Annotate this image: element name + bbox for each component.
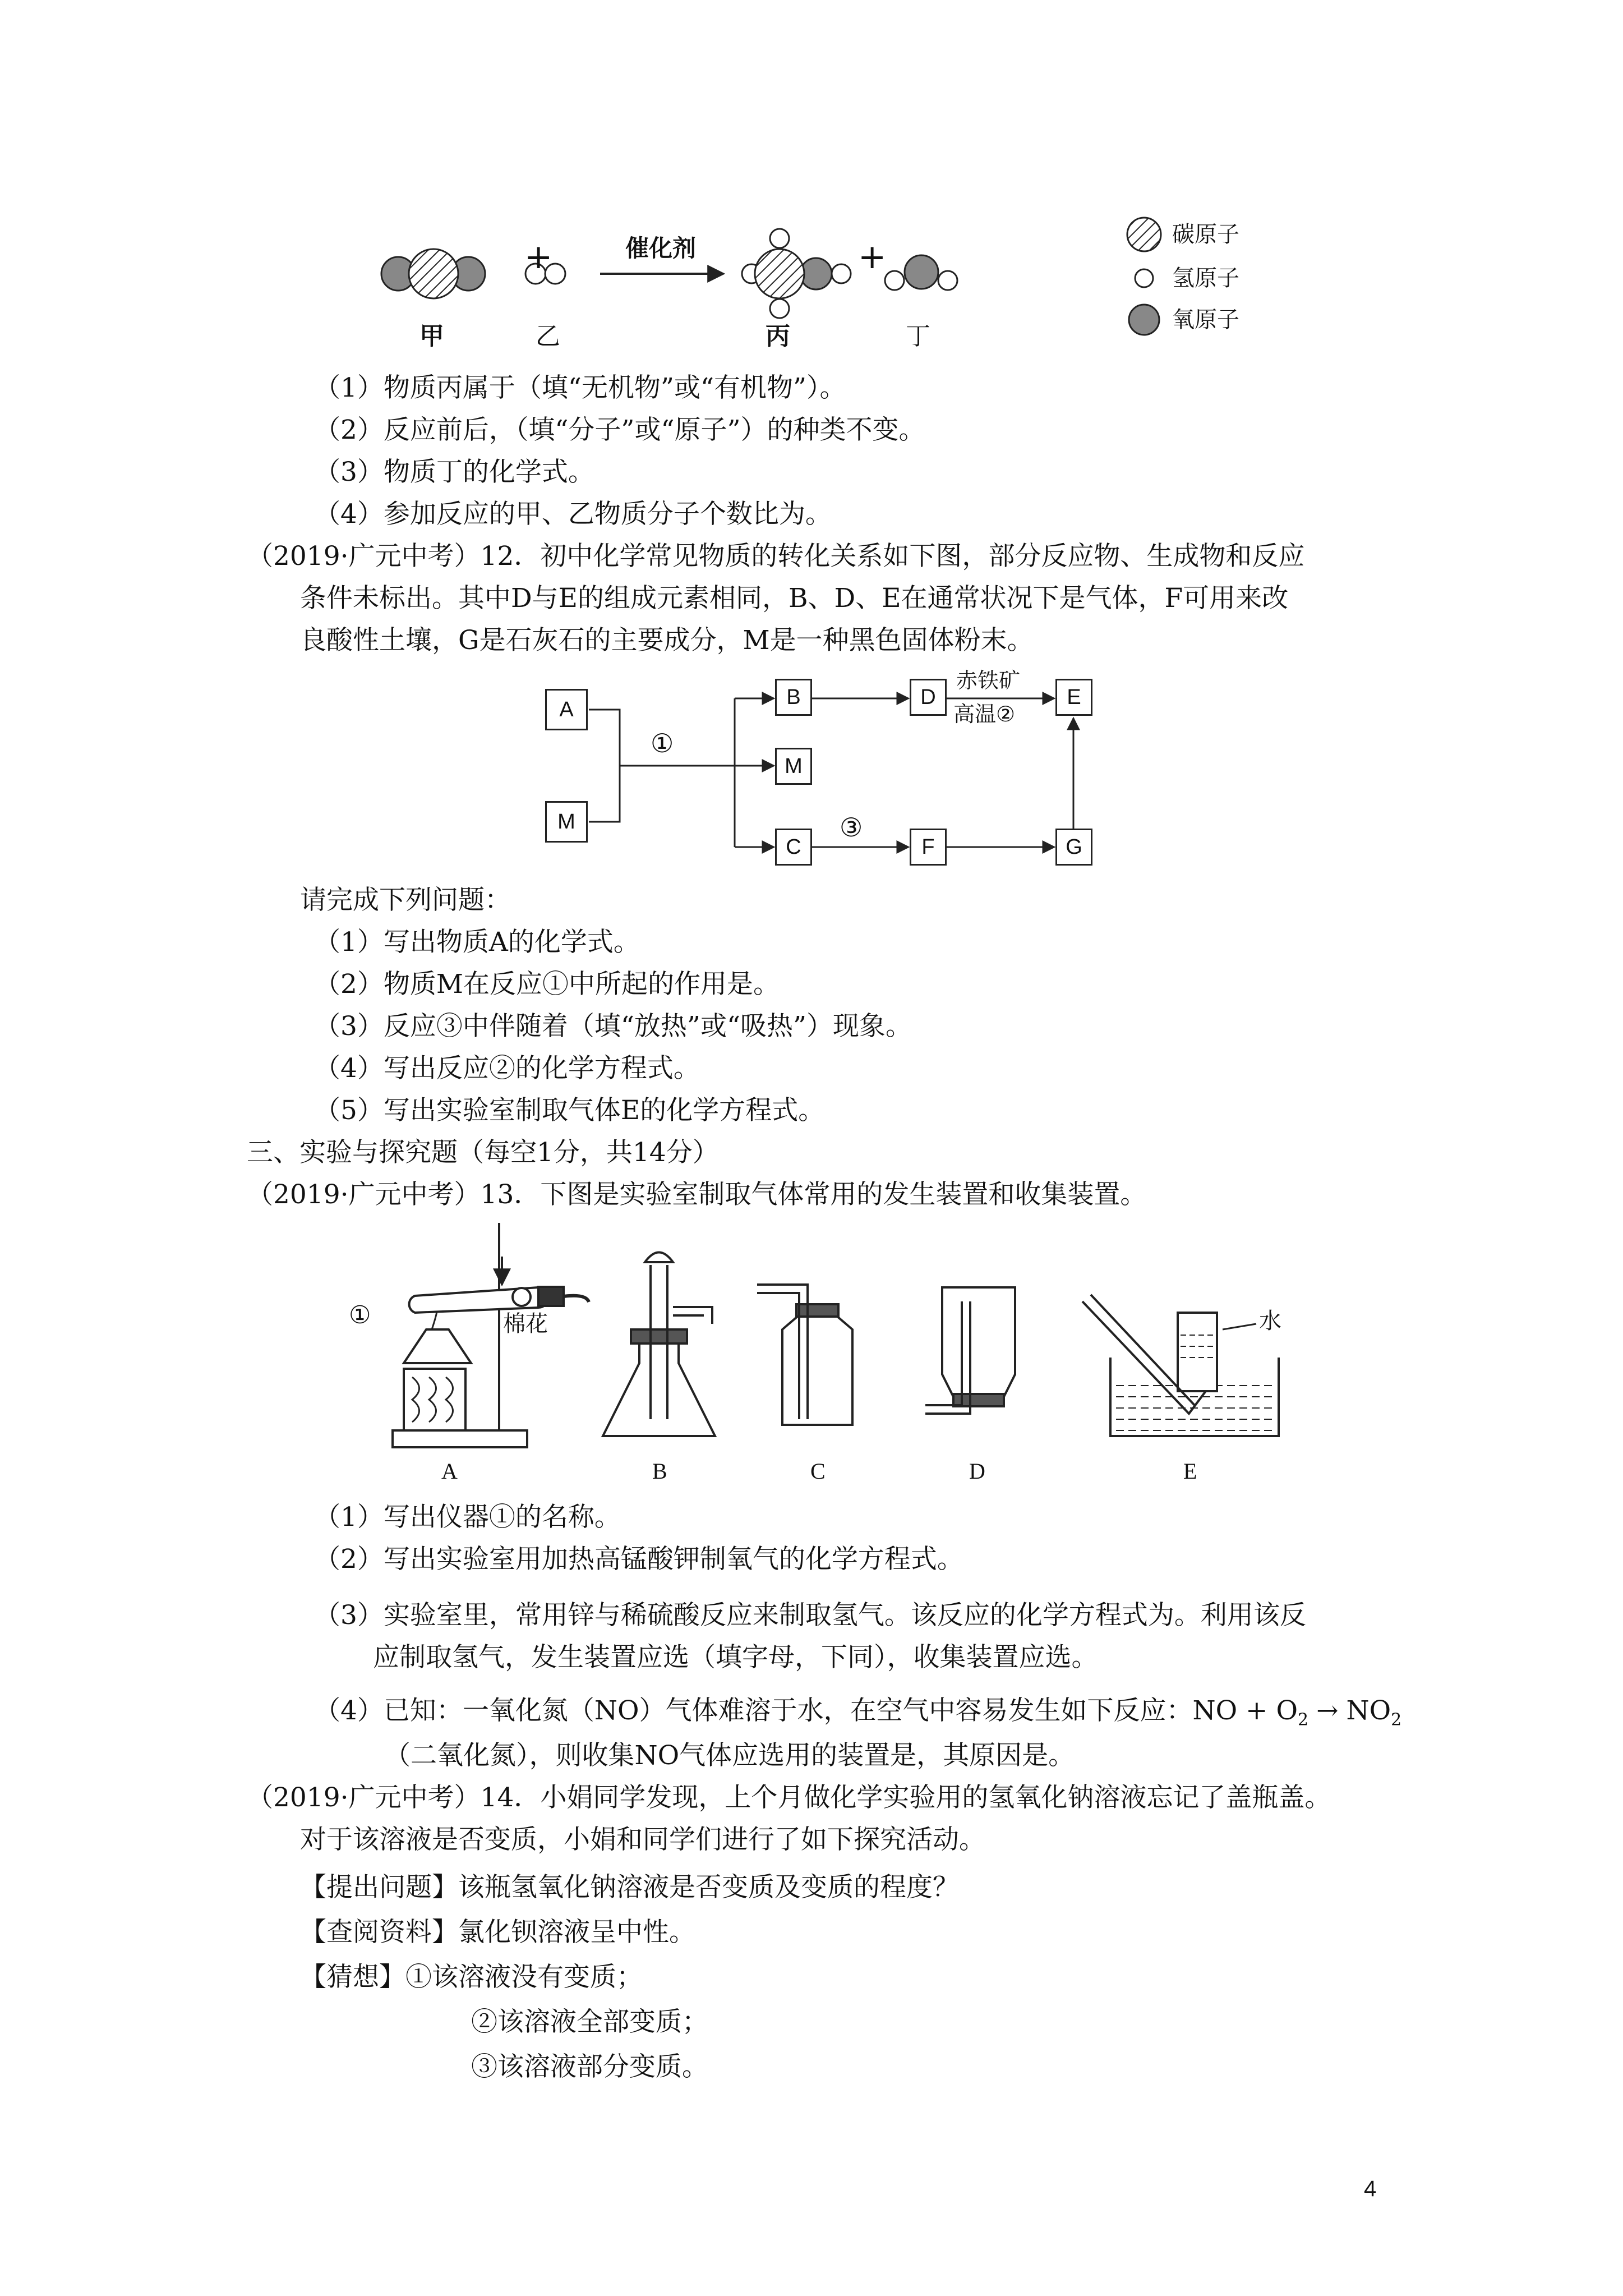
node-f: F [910,829,947,866]
label-bing: 丙 [766,322,790,351]
apparatus-label-e: E [1183,1458,1197,1484]
q14-guess-2: ②该溶液全部变质； [471,2007,708,2037]
node-a: A [545,689,588,730]
q13-sub-2: （2）写出实验室用加热高锰酸钾制氧气的化学方程式。 [314,1544,963,1575]
q14-guess-1: 【猜想】①该溶液没有变质； [300,1962,643,1993]
no2-subscript: 2 [1391,1710,1402,1730]
reaction-label-high-temp: 高温② [953,702,1016,726]
q12-sub-5: （5）写出实验室制取气体E的化学方程式。 [314,1095,825,1126]
label-jia: 甲 [419,322,444,351]
apparatus-d [925,1287,1015,1414]
instrument-label-1: ① [349,1301,371,1329]
page-number: 4 [1364,2177,1377,2201]
apparatus-a [393,1223,589,1447]
q12-sub-2: （2）物质M在反应①中所起的作用是。 [314,969,780,1000]
catalyst-label: 催化剂 [625,234,697,262]
q13-sub-4-cont: （二氧化氮），则收集NO气体应选用的装置是，其原因是。 [384,1740,1075,1771]
q14-reference: 【查阅资料】氯化钡溶液呈中性。 [300,1917,695,1948]
reaction-label-3: ③ [840,812,863,843]
legend-carbon-icon [1127,218,1161,251]
apparatus-e [1082,1295,1279,1436]
label-ding: 丁 [906,322,930,351]
legend-oxygen-label: 氧原子 [1172,307,1239,333]
water-label: 水 [1259,1308,1281,1334]
legend-carbon-label: 碳原子 [1172,222,1239,247]
reaction-label-1: ① [651,728,674,758]
q12-sub-1: （1）写出物质A的化学式。 [314,927,640,958]
legend-hydrogen-label: 氢原子 [1172,265,1239,291]
q11-sub-3: （3）物质丁的化学式。 [314,457,594,487]
section-3-title: 三、实验与探究题（每空1分，共14分） [247,1137,719,1168]
apparatus-label-d: D [969,1458,985,1484]
q12-prompt: 请完成下列问题： [300,885,511,915]
q14-guess-3: ③该溶液部分变质。 [471,2051,708,2082]
apparatus-label-a: A [441,1458,458,1484]
plus-sign-1: + [524,237,553,277]
q13-sub-3-cont: 应制取氢气，发生装置应选（填字母，下同），收集装置应选。 [373,1642,1098,1673]
apparatus-label-b: B [652,1458,667,1484]
q11-sub-1: （1）物质丙属于（填“无机物”或“有机物”）。 [314,372,846,403]
q12-stem-line-1: （2019·广元中考）12．初中化学常见物质的转化关系如下图，部分反应物、生成物和反应 [247,541,1305,572]
node-g: G [1055,829,1092,866]
no2-formula: NO [1346,1695,1391,1726]
node-d: D [910,679,947,716]
node-e: E [1055,679,1092,716]
reaction-arrow-glyph: → [1316,1695,1339,1726]
reaction-label-hematite: 赤铁矿 [956,668,1021,693]
node-m-source: M [545,801,588,843]
molecule-ding [885,255,957,290]
apparatus-c [757,1285,852,1425]
legend-hydrogen-icon [1135,269,1153,287]
q11-sub-2: （2）反应前后，（填“分子”或“原子”）的种类不变。 [314,415,925,445]
apparatus-label-c: C [810,1458,826,1484]
legend-oxygen-icon [1129,305,1159,335]
label-yi: 乙 [536,322,560,351]
apparatus-b [603,1253,715,1437]
node-m-product: M [775,748,812,785]
cotton-label: 棉花 [503,1311,548,1337]
q13-sub-1: （1）写出仪器①的名称。 [314,1502,621,1533]
node-b: B [775,679,812,716]
q12-sub-3: （3）反应③中伴随着（填“放热”或“吸热”）现象。 [314,1011,912,1042]
plus-sign-2: + [858,237,887,277]
q14-question: 【提出问题】该瓶氢氧化钠溶液是否变质及变质的程度？ [300,1872,959,1903]
q12-stem-line-3: 良酸性土壤，G是石灰石的主要成分，M是一种黑色固体粉末。 [300,625,1034,656]
q14-stem-line-1: （2019·广元中考）14．小娟同学发现，上个月做化学实验用的氢氧化钠溶液忘记了盖瓶盖。 [247,1782,1331,1813]
q12-sub-4: （4）写出反应②的化学方程式。 [314,1053,700,1084]
q13-sub-3: （3）实验室里，常用锌与稀硫酸反应来制取氢气。该反应的化学方程式为。利用该反 [314,1600,1306,1631]
node-c: C [775,829,812,866]
q12-stem-line-2: 条件未标出。其中D与E的组成元素相同，B、D、E在通常状况下是气体，F可用来改 [300,583,1289,614]
molecule-bing [742,229,851,318]
o2-subscript: 2 [1298,1710,1309,1730]
q11-sub-4: （4）参加反应的甲、乙物质分子个数比为。 [314,499,832,530]
molecule-jia [381,249,485,298]
q13-sub-4: （4）已知：一氧化氮（NO）气体难溶于水，在空气中容易发生如下反应：NO + $O_2 \to NO_2$ [314,1695,1402,1730]
q13-stem: （2019·广元中考）13．下图是实验室制取气体常用的发生装置和收集装置。 [247,1179,1147,1210]
q14-stem-line-2: 对于该溶液是否变质，小娟和同学们进行了如下探究活动。 [300,1824,985,1855]
